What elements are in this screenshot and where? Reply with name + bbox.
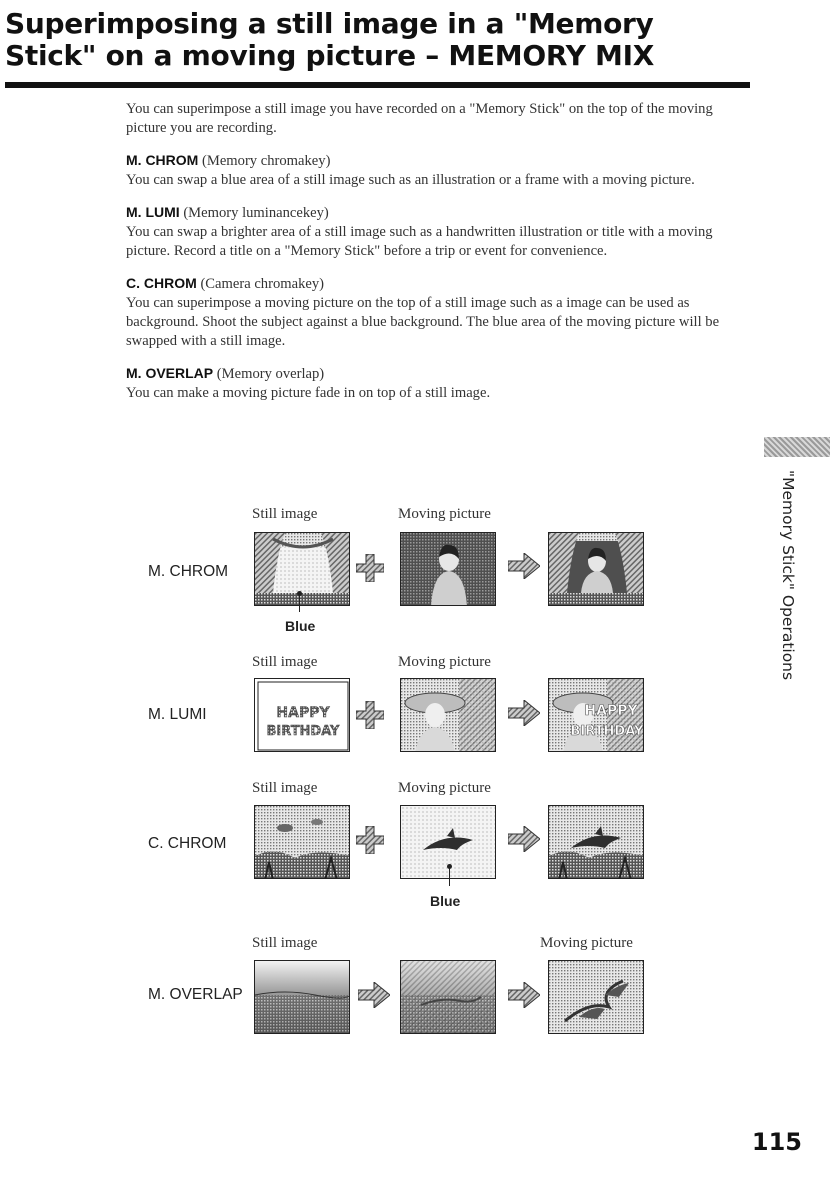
still-image-caption: Still image [252, 506, 318, 522]
section-tab-label: "Memory Stick" Operations [779, 470, 797, 681]
mode-term: C. CHROM [126, 275, 197, 291]
arrow-right-icon [508, 982, 540, 1013]
arrow-right-icon [508, 826, 540, 857]
intro-paragraph: You can superimpose a still image you have recorded on a "Memory Stick" on the top of the moving picture you are recording. [126, 101, 713, 136]
row-label-c-chrom: C. CHROM [148, 835, 227, 852]
row-label-m-lumi: M. LUMI [148, 706, 207, 723]
plus-icon [356, 554, 384, 587]
still-image-caption: Still image [252, 654, 318, 670]
moving-picture-caption: Moving picture [398, 506, 491, 522]
arrow-right-icon [508, 553, 540, 584]
moving-picture-caption: Moving picture [398, 654, 491, 670]
mode-c-chrom [126, 274, 738, 351]
blue-leader-line [299, 594, 300, 612]
mode-m-chrom [126, 151, 738, 190]
mode-term: M. LUMI [126, 204, 180, 220]
moving-picture-girl-hat [400, 678, 496, 752]
blue-leader-dot [297, 591, 302, 596]
mode-m-overlap [126, 364, 738, 403]
section-tab-marker [764, 437, 830, 457]
row-label-m-chrom: M. CHROM [148, 563, 229, 580]
still-image-happy-birthday [254, 678, 350, 752]
still-image-caption: Still image [252, 935, 318, 951]
transition-image-fade [400, 960, 496, 1034]
mode-term: M. CHROM [126, 152, 199, 168]
still-image-underwater-reef [254, 805, 350, 879]
result-image-c-chrom [548, 805, 644, 879]
moving-picture-woman [400, 532, 496, 606]
lumi-text-line1: HAPPY [584, 703, 638, 719]
moving-picture-caption: Moving picture [398, 780, 491, 796]
mode-term: M. OVERLAP [126, 365, 214, 381]
plus-icon [356, 826, 384, 859]
mode-subtitle: (Memory luminancekey) [183, 205, 329, 221]
mode-subtitle: (Memory chromakey) [201, 153, 331, 169]
result-image-m-lumi [548, 678, 644, 752]
title-rule [5, 82, 750, 88]
result-image-m-chrom [548, 532, 644, 606]
body-text [126, 100, 738, 416]
mode-description: You can make a moving picture fade in on top of a still image. [126, 385, 491, 401]
mode-description: You can swap a brighter area of a still image such as a handwritten illustration or title with a moving picture. Record a title on a "Memory Stick" before a trip or event for convenience. [126, 224, 713, 259]
mode-description: You can superimpose a moving picture on the top of a still image such as a image can be used as background. Shoot the subject against a blue background. The blue area of the moving picture will be swapped with a still image. [126, 295, 720, 349]
still-image-caption: Still image [252, 780, 318, 796]
blue-label: Blue [430, 893, 461, 909]
moving-picture-caption: Moving picture [540, 935, 633, 951]
moving-picture-birds [548, 960, 644, 1034]
page-number: 115 [751, 1128, 802, 1156]
blue-leader-dot [447, 864, 452, 869]
mode-description: You can swap a blue area of a still image such as an illustration or a frame with a moving picture. [126, 172, 695, 188]
mode-m-lumi [126, 203, 738, 261]
arrow-right-icon [508, 700, 540, 731]
still-image-curtain-frame [254, 532, 350, 606]
arrow-right-icon [358, 982, 390, 1013]
blue-leader-line [449, 866, 450, 886]
mode-subtitle: (Memory overlap) [216, 366, 325, 382]
lumi-text-line1: HAPPY [276, 705, 330, 721]
row-label-m-overlap: M. OVERLAP [148, 986, 243, 1003]
still-image-seascape [254, 960, 350, 1034]
lumi-text-line2: BIRTHDAY [266, 724, 340, 739]
page-title: Superimposing a still image in a "Memory Stick" on a moving picture – MEMORY MIX [5, 7, 654, 72]
mode-subtitle: (Camera chromakey) [200, 276, 325, 292]
lumi-text-line2: BIRTHDAY [570, 724, 644, 739]
plus-icon [356, 701, 384, 734]
blue-label: Blue [285, 618, 316, 634]
